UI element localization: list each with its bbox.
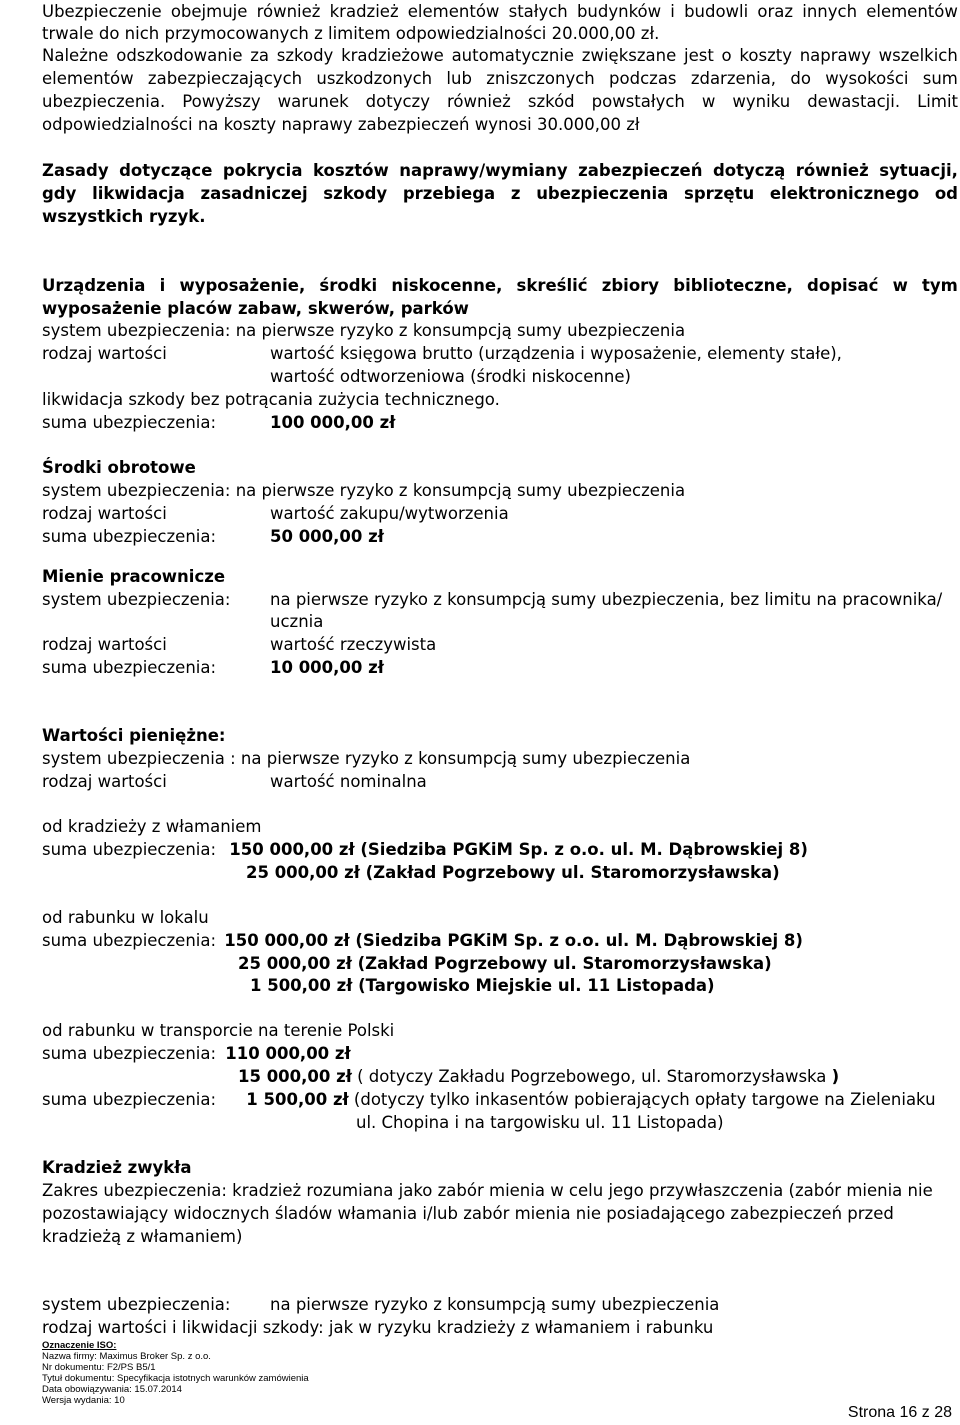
system-value: na pierwsze ryzyko z konsumpcją sumy ubezpieczenia — [270, 1295, 720, 1314]
intro-line-4: elementów zabezpieczających uszkodzonych lub zniszczonych podczas zdarzenia, do wysokości sum — [42, 69, 958, 88]
zwykla-line-2: pozostawiający widocznych śladów włamania i/lub zabór mienia nie posiadającego zabezpieczeń przed — [42, 1204, 894, 1223]
intro-line-3: Należne odszkodowanie za szkody kradzieżowe automatycznie zwiększane jest o koszty naprawy wszelkich — [42, 46, 958, 65]
suma-value: 50 000,00 zł — [270, 527, 384, 546]
transport-value-1: 110 000,00 zł — [225, 1044, 351, 1063]
rodzaj-value-2: wartość odtworzeniowa (środki niskocenne) — [270, 367, 631, 386]
suma-label: suma ubezpieczenia: — [42, 931, 217, 950]
rabunek-row-1 — [42, 930, 803, 952]
rodzaj-label: rodzaj wartości — [42, 504, 167, 523]
zwykla-line-3: kradzieżą z włamaniem) — [42, 1227, 243, 1246]
intro-line-1: Ubezpieczenie obejmuje również kradzież elementów stałych budynków i budowli oraz innych elementów — [42, 2, 958, 21]
suma-value: 100 000,00 zł — [270, 413, 396, 432]
page-number: Strona 16 z 28 — [847, 1404, 952, 1421]
suma-value: 10 000,00 zł — [270, 658, 384, 677]
zasady-line-1: Zasady dotyczące pokrycia kosztów naprawy/wymiany zabezpieczeń dotyczą również sytuacji, — [42, 161, 958, 180]
transport-heading: od rabunku w transporcie na terenie Polski — [42, 1021, 395, 1040]
transport-value-2: 15 000,00 zł — [238, 1067, 352, 1086]
system-label: system ubezpieczenia: — [42, 590, 231, 609]
suma-label: suma ubezpieczenia: — [42, 658, 217, 677]
transport-row-2 — [238, 1066, 839, 1088]
kradziez-value-1: 150 000,00 zł (Siedziba PGKiM Sp. z o.o. ul. M. Dąbrowskiej 8) — [229, 840, 808, 859]
zasady-line-3: wszystkich ryzyk. — [42, 207, 206, 226]
rabunek-value-3: 1 500,00 zł (Targowisko Miejskie ul. 11 Listopada) — [250, 976, 715, 995]
suma-label: suma ubezpieczenia: — [42, 1090, 217, 1109]
pracownicze-heading: Mienie pracownicze — [42, 567, 226, 586]
rodzaj-value: wartość zakupu/wytworzenia — [270, 504, 509, 523]
rodzaj-value: wartość nominalna — [270, 772, 427, 791]
urzadzenia-heading-2: wyposażenie placów zabaw, skwerów, parków — [42, 299, 469, 318]
footer-wersja: Wersja wydania: 10 — [42, 1395, 125, 1406]
transport-value-3: 1 500,00 zł — [246, 1090, 349, 1109]
suma-label: suma ubezpieczenia: — [42, 413, 217, 432]
rodzaj-value: wartość rzeczywista — [270, 635, 437, 654]
footer-tytul: Tytuł dokumentu: Specyfikacja istotnych warunków zamówienia — [42, 1373, 309, 1384]
transport-desc-3-cont: ul. Chopina i na targowisku ul. 11 Listopada) — [356, 1113, 724, 1132]
obrotowe-system: system ubezpieczenia: na pierwsze ryzyko z konsumpcją sumy ubezpieczenia — [42, 481, 686, 500]
transport-desc-2: ( dotyczy Zakładu Pogrzebowego, ul. Staromorzysławska — [351, 1067, 832, 1086]
rabunek-value-2: 25 000,00 zł (Zakład Pogrzebowy ul. Staromorzysławska) — [238, 954, 772, 973]
system-label: system ubezpieczenia: — [42, 1295, 231, 1314]
system-value: na pierwsze ryzyko z konsumpcją sumy ubezpieczenia, bez limitu na pracownika/ — [270, 590, 943, 609]
urzadzenia-heading-1: Urządzenia i wyposażenie, środki niskocenne, skreślić zbiory biblioteczne, dopisać w tym — [42, 276, 958, 295]
rodzaj-label: rodzaj wartości — [42, 772, 167, 791]
kradziez-value-2: 25 000,00 zł (Zakład Pogrzebowy ul. Staromorzysławska) — [246, 863, 780, 882]
system-value-2: ucznia — [270, 612, 324, 631]
rodzaj-label: rodzaj wartości — [42, 635, 167, 654]
transport-row-3 — [42, 1089, 936, 1111]
suma-label: suma ubezpieczenia: — [42, 840, 217, 859]
suma-label: suma ubezpieczenia: — [42, 527, 217, 546]
pieniezne-heading: Wartości pieniężne: — [42, 726, 226, 745]
urzadzenia-likwidacja: likwidacja szkody bez potrącania zużycia technicznego. — [42, 390, 500, 409]
intro-line-5: ubezpieczenia. Powyższy warunek dotyczy również szkód powstałych w wyniku dewastacji. Limit — [42, 92, 958, 111]
obrotowe-heading: Środki obrotowe — [42, 458, 196, 477]
rodzaj-label: rodzaj wartości — [42, 344, 167, 363]
footer-nr: Nr dokumentu: F2/PS B5/1 — [42, 1362, 156, 1373]
zwykla-line-1: Zakres ubezpieczenia: kradzież rozumiana jako zabór mienia w celu jego przywłaszczenia (zabór mienia nie — [42, 1181, 933, 1200]
intro-line-6: odpowiedzialności na koszty naprawy zabezpieczeń wynosi 30.000,00 zł — [42, 115, 640, 134]
kradziez-row-1 — [42, 839, 808, 861]
footer-firma: Nazwa firmy: Maximus Broker Sp. z o.o. — [42, 1351, 211, 1362]
pieniezne-system: system ubezpieczenia : na pierwsze ryzyko z konsumpcją sumy ubezpieczenia — [42, 749, 691, 768]
transport-row-1 — [42, 1043, 351, 1065]
suma-label: suma ubezpieczenia: — [42, 1044, 217, 1063]
footer-iso: Oznaczenie ISO: — [42, 1340, 117, 1351]
transport-desc-3: (dotyczy tylko inkasentów pobierających opłaty targowe na Zieleniaku — [348, 1090, 936, 1109]
kradziez-heading: od kradzieży z włamaniem — [42, 817, 262, 836]
zwykla-heading: Kradzież zwykła — [42, 1158, 192, 1177]
zasady-line-2: gdy likwidacja zasadniczej szkody przebiega z ubezpieczenia sprzętu elektronicznego od — [42, 184, 958, 203]
rabunek-heading: od rabunku w lokalu — [42, 908, 209, 927]
zwykla-rodzaj: rodzaj wartości i likwidacji szkody: jak w ryzyku kradzieży z włamaniem i rabunku — [42, 1318, 714, 1337]
urzadzenia-system: system ubezpieczenia: na pierwsze ryzyko z konsumpcją sumy ubezpieczenia — [42, 321, 686, 340]
rodzaj-value: wartość księgowa brutto (urządzenia i wyposażenie, elementy stałe), — [270, 344, 842, 363]
transport-paren: ) — [831, 1067, 840, 1086]
footer-data: Data obowiązywania: 15.07.2014 — [42, 1384, 182, 1395]
intro-line-2: trwale do nich przymocowanych z limitem odpowiedzialności 20.000,00 zł. — [42, 24, 660, 43]
rabunek-value-1: 150 000,00 zł (Siedziba PGKiM Sp. z o.o. ul. M. Dąbrowskiej 8) — [224, 931, 803, 950]
